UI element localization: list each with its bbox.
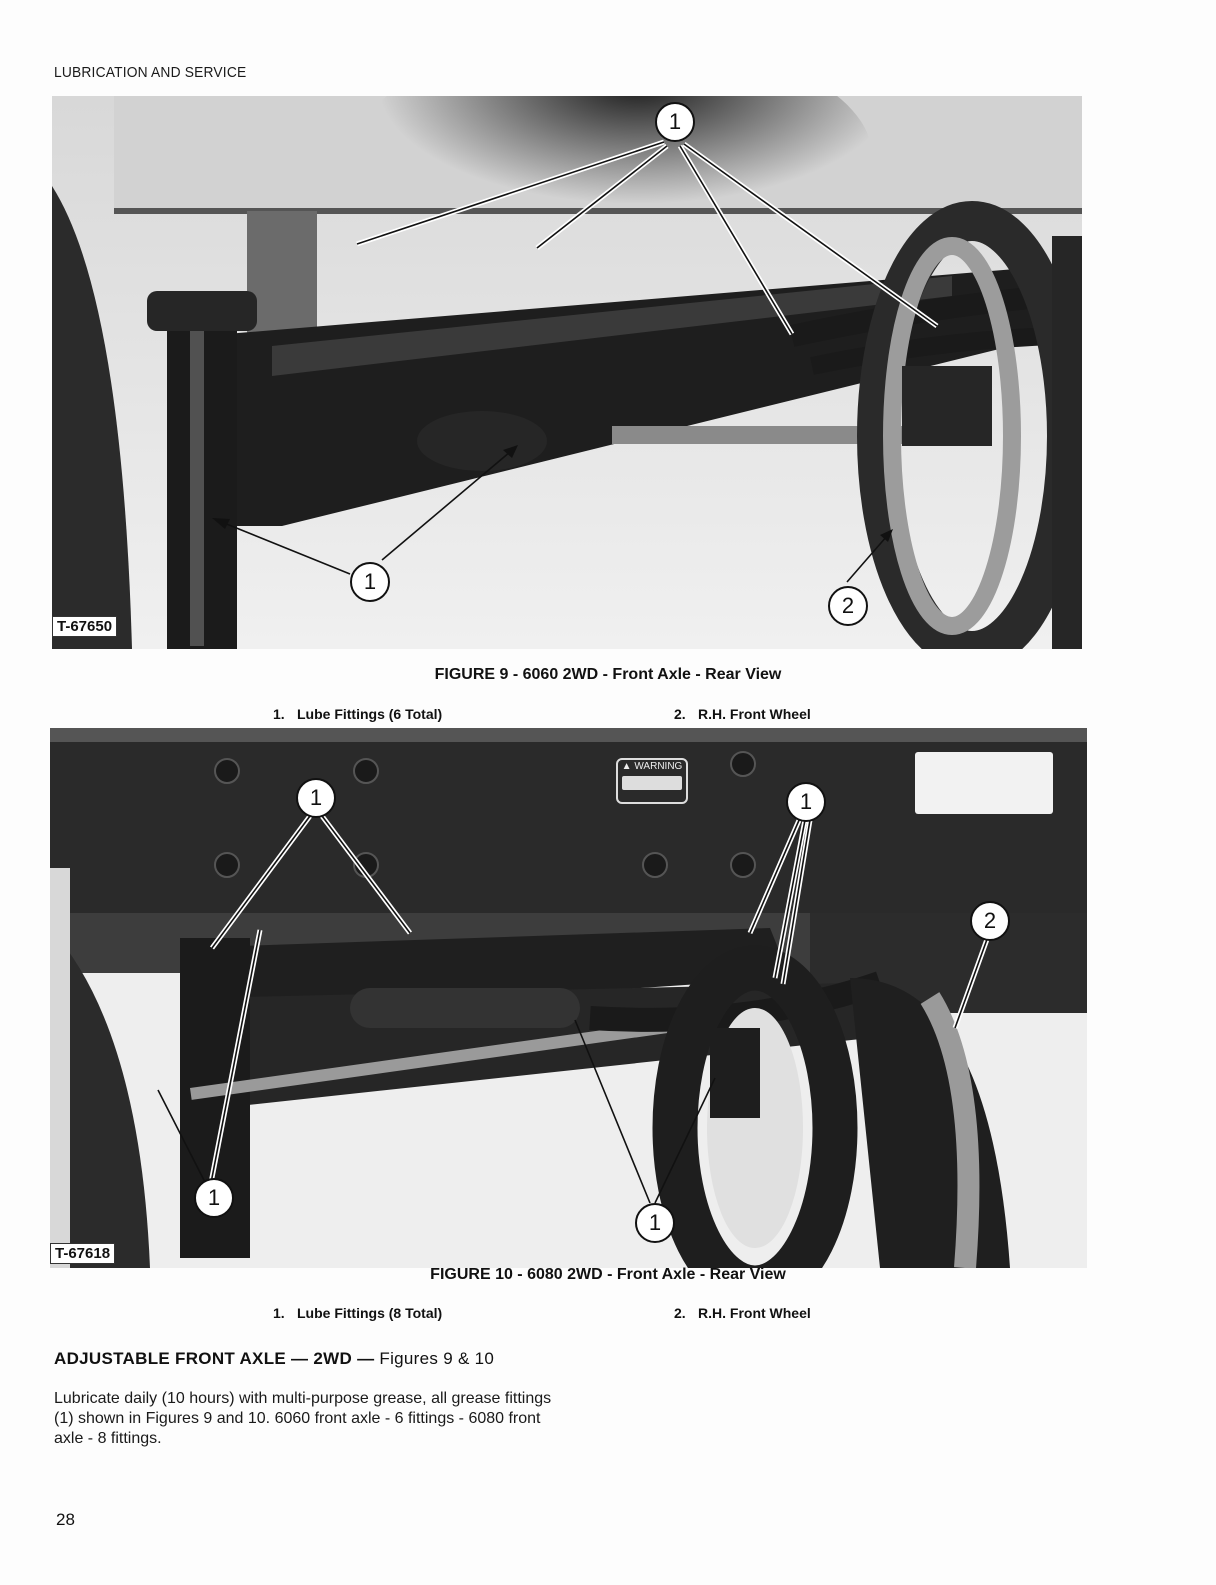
callout-1-bottom: 1 — [350, 562, 390, 602]
figure-9-legend-item-2: 2. R.H. Front Wheel — [674, 706, 811, 722]
callout-1-top: 1 — [655, 102, 695, 142]
callout-2-wheel: 2 — [828, 586, 868, 626]
figure-10-legend-item-2: 2. R.H. Front Wheel — [674, 1305, 811, 1321]
page-number: 28 — [56, 1510, 75, 1529]
figure-9-photo — [52, 96, 1082, 649]
figure-10-legend-item-1: 1. Lube Fittings (8 Total) — [273, 1305, 443, 1321]
photo-id-label: T-67650 — [52, 616, 117, 637]
warning-triangle-icon: ▲ — [621, 761, 632, 772]
section-heading: ADJUSTABLE FRONT AXLE — 2WD — Figures 9 & 10 — [54, 1349, 495, 1368]
body-paragraph: Lubricate daily (10 hours) with multi-purpose grease, all grease fittings (1) shown in Figures 9 and 10. 6060 front axle - 6 fittings - 6080 front axle - 8 fittings. — [54, 1390, 552, 1447]
callout-1-bottom-left: 1 — [194, 1178, 234, 1218]
front-axle-photo-illustration — [52, 96, 1082, 649]
warning-decal: ▲ WARNING — [616, 758, 688, 804]
callout-2-wheel: 2 — [970, 901, 1010, 941]
running-head: LUBRICATION AND SERVICE — [54, 64, 247, 81]
callout-1-top-right: 1 — [786, 782, 826, 822]
figure-10-caption: FIGURE 10 - 6080 2WD - Front Axle - Rear View — [430, 1266, 786, 1283]
figure-9-caption: FIGURE 9 - 6060 2WD - Front Axle - Rear View — [434, 666, 782, 683]
callout-1-top-left: 1 — [296, 778, 336, 818]
figure-reference: Figures 9 & 10 — [374, 1349, 495, 1368]
figure-9-legend-item-1: 1. Lube Fittings (6 Total) — [273, 706, 443, 722]
callout-1-bottom-right: 1 — [635, 1203, 675, 1243]
figure-10-photo — [50, 728, 1087, 1268]
photo-id-label: T-67618 — [50, 1243, 115, 1264]
